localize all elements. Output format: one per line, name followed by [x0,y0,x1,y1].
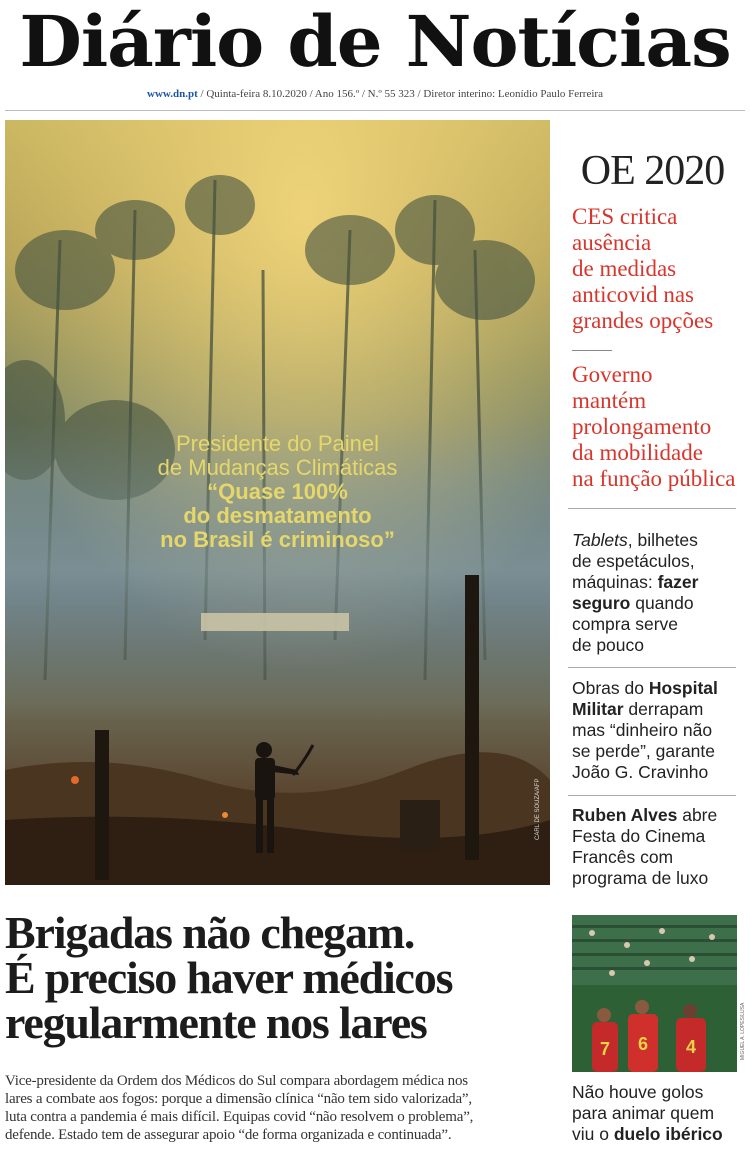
story-hospital[interactable] [572,678,747,783]
quote-line: de Mudanças Climáticas [157,455,398,480]
story-line: João G. Cravinho [572,762,709,782]
story-line: Festa do Cinema [572,826,706,846]
headline-line: mantém [572,388,647,413]
headline-line: ausência [572,230,652,255]
edition-details: / Quinta-feira 8.10.2020 / Ano 156.º / N.º 55 323 / Diretor interino: Leonídio Paulo Ferreira [197,88,603,100]
cover-photo [5,120,550,885]
story-line [572,593,747,614]
lead-line: defende. Estado tem de assegurar apoio “de forma organizada e continuada”. [5,1127,452,1143]
caption-line [572,1124,747,1145]
story-bold: Hospital [648,678,718,698]
quote-bold-line: “Quase 100% [207,479,348,504]
section-title-oe2020: OE 2020 [580,148,725,194]
story-line [572,678,747,699]
headline-governo[interactable] [572,362,747,492]
side-divider [568,795,736,796]
headline-line: Governo [572,362,653,387]
story-bold: Militar [572,699,624,719]
main-headline[interactable] [5,907,560,1048]
story-text: máquinas: [572,572,658,592]
story-bold: Ruben Alves [572,805,678,825]
quote-bold-line: no Brasil é criminoso” [160,527,395,552]
story-bold: seguro [572,593,631,613]
shirt-number: 4 [685,1037,697,1057]
football-photo [572,915,737,1072]
lead-line: lares a combate aos fogos: porque a dimensão clínica “não tem sido valorizada”, [5,1091,472,1107]
football-caption[interactable] [572,1082,747,1145]
football-match-illustration [572,915,737,1072]
story-bold: fazer [657,572,699,592]
lead-line: luta contra a pandemia é mais difícil. Equipas covid “não resolvem o problema”, [5,1109,474,1125]
story-text: Obras do [572,678,649,698]
headline-line: grandes opções [572,308,714,333]
side-divider [568,667,736,668]
caption-line: para animar quem [572,1103,715,1123]
story-line: programa de luxo [572,868,709,888]
story-line: de pouco [572,635,645,655]
side-divider [568,508,736,509]
story-text: abre [677,805,718,825]
headline-ces[interactable] [572,204,747,334]
headline-line: anticovid nas [572,282,694,307]
headline-line: na função pública [572,466,736,491]
story-text: derrapam [623,699,704,719]
headline-line: regularmente nos lares [5,997,427,1048]
story-line [572,530,747,551]
main-lead [5,1072,560,1144]
story-line: Francês com [572,847,674,867]
shirt-number: 7 [599,1039,611,1059]
masthead-divider [5,110,745,111]
story-line [572,572,747,593]
shirt-number: 6 [637,1034,649,1054]
story-line: se perde”, garante [572,741,716,761]
story-tablets[interactable] [572,530,747,656]
headline-line: Brigadas não chegam. [5,907,415,958]
story-line: compra serve [572,614,679,634]
edition-info [0,88,750,100]
story-italic: Tablets [572,530,628,550]
masthead-title: Diário de Notícias [19,0,731,83]
caption-text: viu o [572,1124,614,1144]
story-line: de espetáculos, [572,551,695,571]
story-text: , bilhetes [627,530,698,550]
oe-divider [572,350,612,351]
story-ruben-alves[interactable] [572,805,747,889]
story-line [572,805,747,826]
headline-line: da mobilidade [572,440,703,465]
story-line: mas “dinheiro não [572,720,713,740]
football-photo-credit: MIGUEL A. LOPES/LUSA [740,1002,746,1060]
headline-line: prolongamento [572,414,712,439]
site-url[interactable]: www.dn.pt [147,88,198,100]
quote-line: Presidente do Painel [175,431,380,456]
cover-quote [5,432,550,552]
headline-line: CES critica [572,204,678,229]
story-line [572,699,747,720]
quote-bold-line: do desmatamento [183,503,372,528]
caption-bold: duelo ibérico [613,1124,723,1144]
story-text: quando [630,593,694,613]
lead-line: Vice-presidente da Ordem dos Médicos do Sul compara abordagem médica nos [5,1073,468,1089]
headline-line: É preciso haver médicos [5,952,453,1003]
headline-line: de medidas [572,256,677,281]
photo-credit: CARL DE SOUZA/AFP [535,778,541,840]
caption-line: Não houve golos [572,1082,704,1102]
